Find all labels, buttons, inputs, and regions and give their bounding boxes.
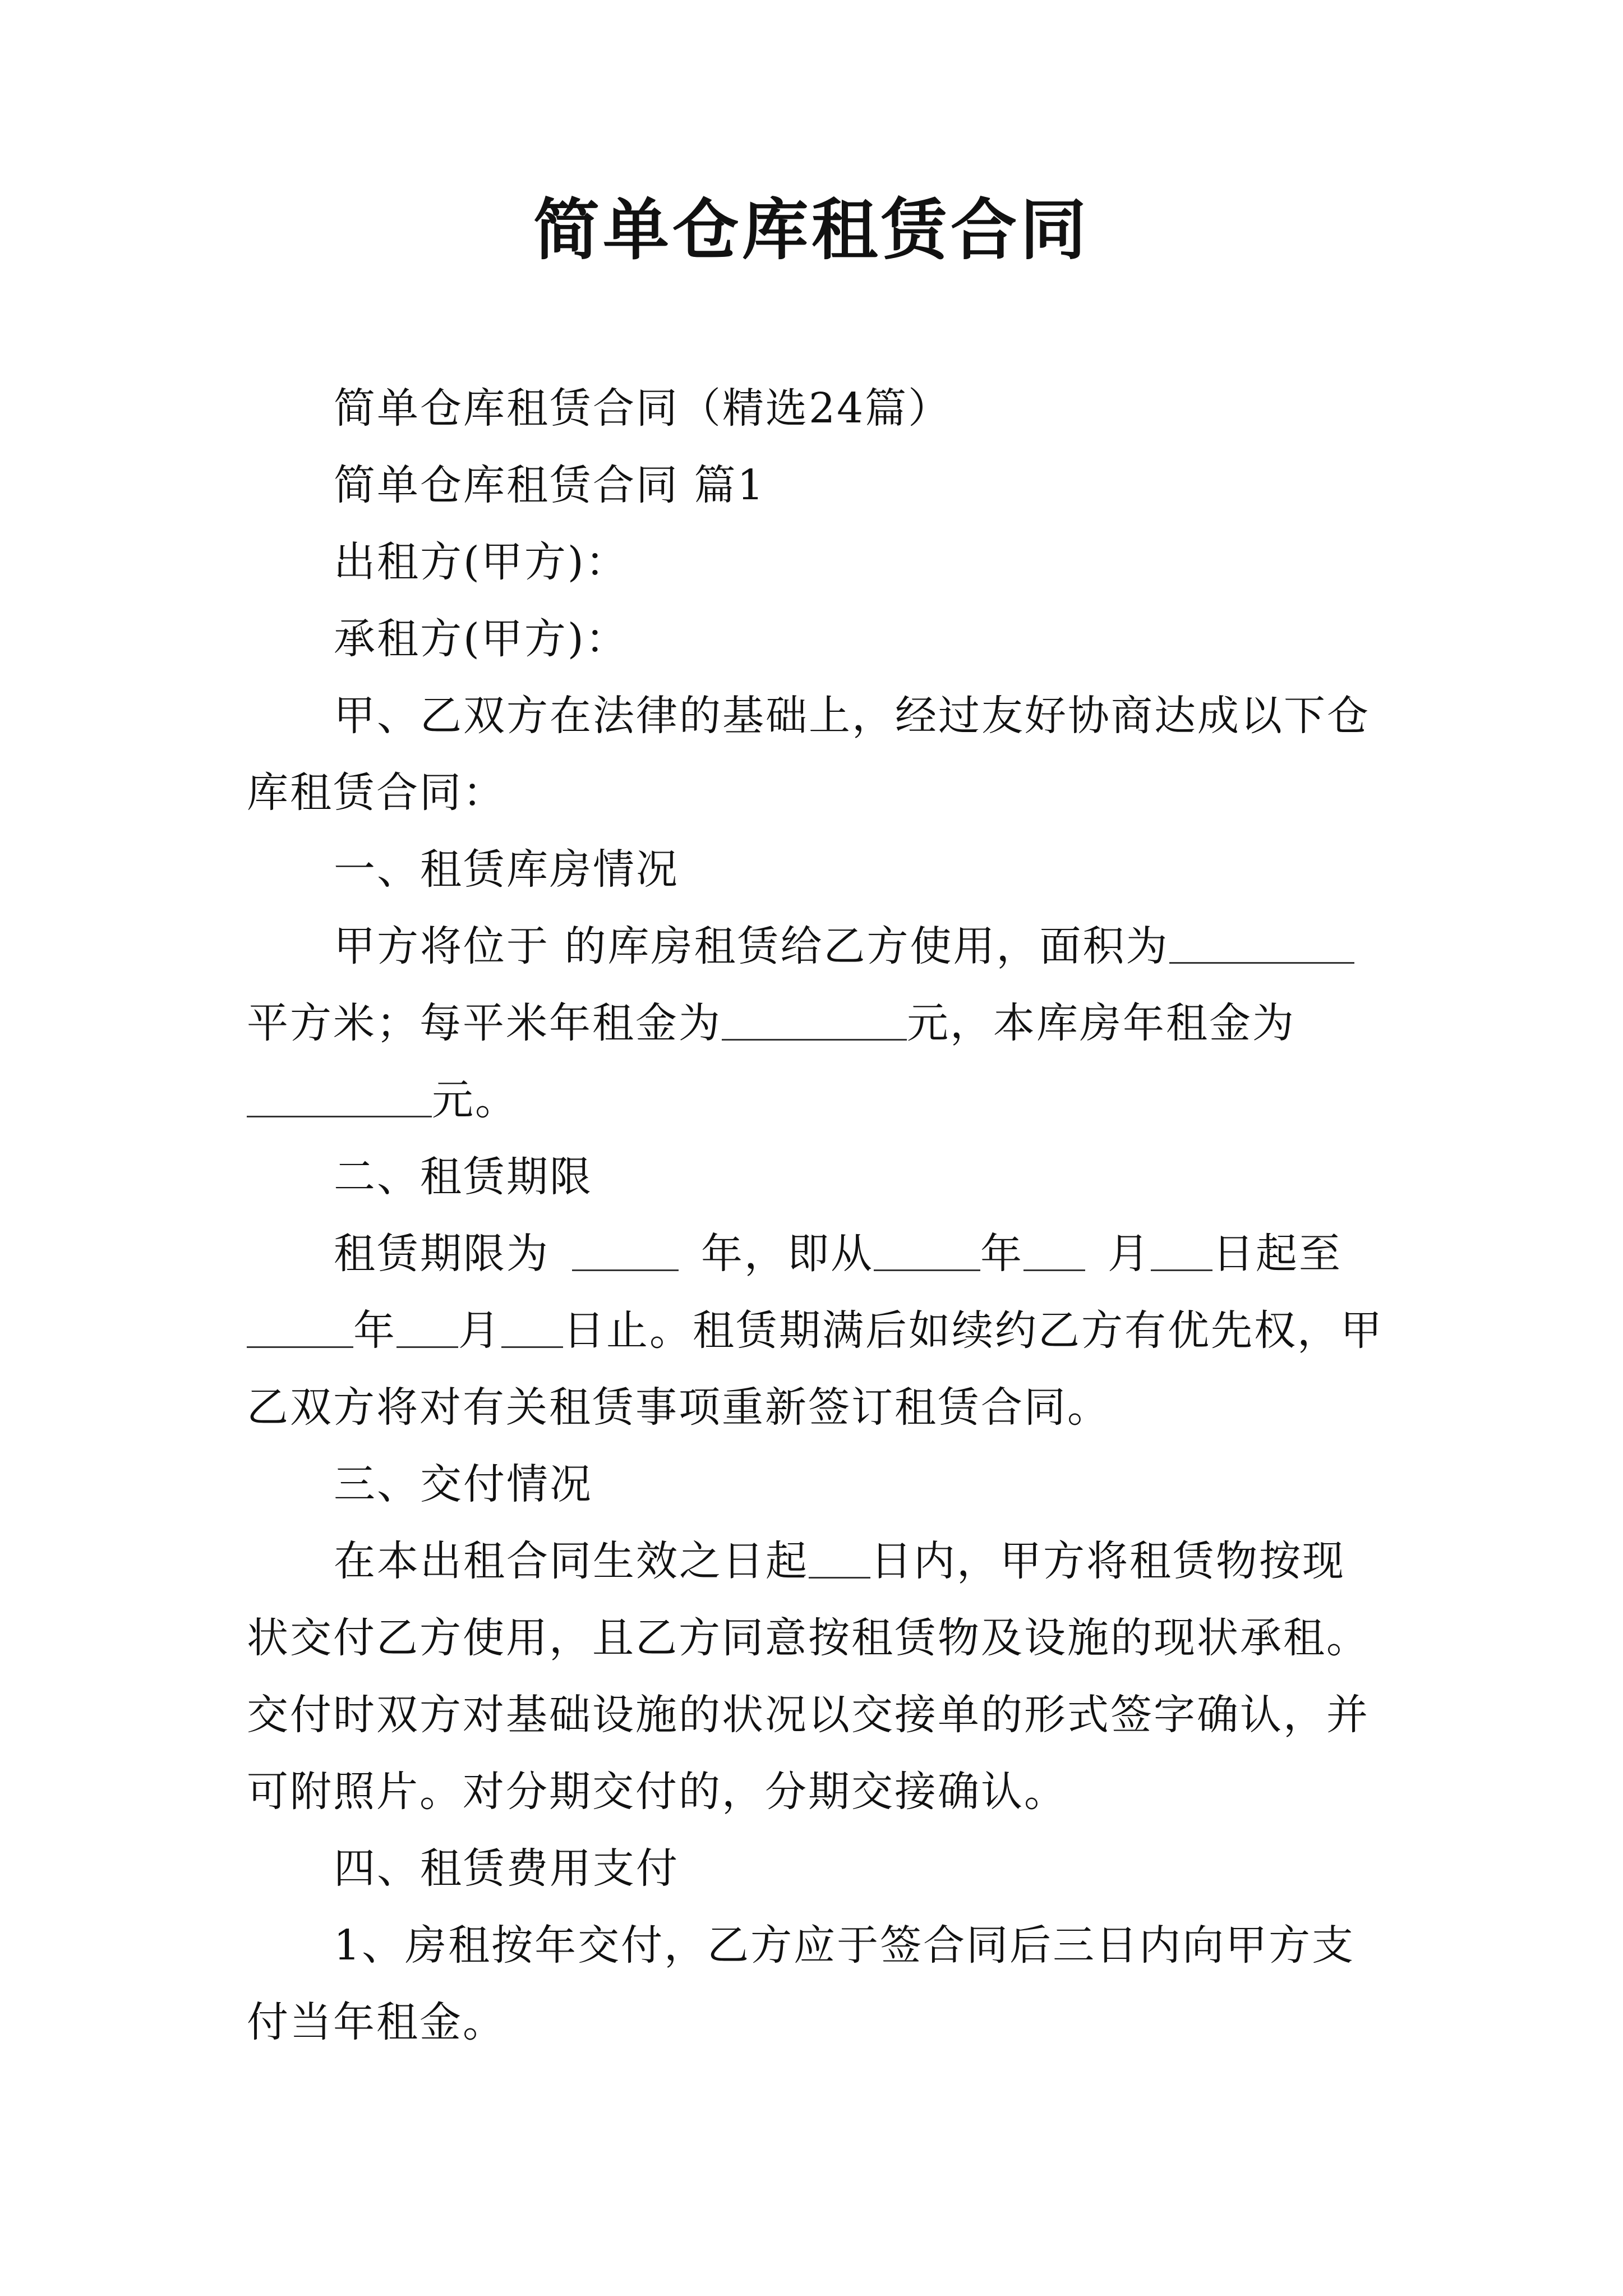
heading-3: 三、交付情况 xyxy=(334,1460,593,1508)
blank-end-month xyxy=(396,1307,458,1348)
p1-text-c: 元，本库房年租金为 xyxy=(907,999,1295,1047)
p2-text-e: 日起至 xyxy=(1212,1230,1342,1278)
heading-4: 四、租赁费用支付 xyxy=(334,1844,679,1893)
p2-text-d: 月 xyxy=(1108,1230,1151,1278)
blank-annual-rent xyxy=(247,1076,432,1117)
p2-text-c: 年 xyxy=(980,1230,1023,1278)
p3-text-a: 在本出租合同生效之日起 xyxy=(334,1537,809,1585)
document-title: 简单仓库租赁合同 xyxy=(533,191,1090,269)
p1-text-a: 甲方将位于 的库房租赁给乙方使用，面积为 xyxy=(334,922,1169,970)
p2-text-f: 年 xyxy=(353,1306,396,1355)
intro-paragraph: 甲、乙双方在法律的基础上，经过友好协商达成以下仓库租赁合同： xyxy=(247,692,1370,817)
blank-start-day xyxy=(1151,1230,1212,1271)
paragraph-1 xyxy=(247,908,1385,1139)
lessor-line: 出租方(甲方)： xyxy=(334,538,629,586)
p2-text-h: 日止。租赁期满后如续约乙方有优先权，甲乙双方将对有关租赁事项重新签订租赁合同。 xyxy=(247,1306,1384,1432)
heading-1: 一、租赁库房情况 xyxy=(334,845,679,894)
blank-unit-rent xyxy=(722,1000,907,1041)
heading-2: 二、租赁期限 xyxy=(334,1153,593,1201)
blank-end-year xyxy=(247,1307,353,1348)
p3-text-b: 日内，甲方将租赁物按现状交付乙方使用，且乙方同意按租赁物及设施的现状承租。交付时双方对基础设施的状况以交接单的形式签字确认，并可附照片。对分期交付的，分期交接确认。 xyxy=(247,1537,1370,1816)
section-heading: 简单仓库租赁合同 篇1 xyxy=(334,461,766,509)
blank-start-month xyxy=(1023,1230,1085,1271)
paragraph-4: 1、房租按年交付，乙方应于签合同后三日内向甲方支付当年租金。 xyxy=(247,1921,1355,2046)
blank-end-day xyxy=(501,1307,563,1348)
p2-text-b: 年，即从 xyxy=(701,1230,874,1278)
p1-text-b: 平方米；每平米年租金为 xyxy=(247,999,722,1047)
subtitle: 简单仓库租赁合同（精选24篇） xyxy=(334,384,952,432)
lessee-line: 承租方(甲方)： xyxy=(334,615,629,663)
blank-delivery-days xyxy=(809,1538,870,1579)
paragraph-2 xyxy=(247,1216,1385,1446)
blank-term-years xyxy=(572,1230,679,1271)
blank-start-year xyxy=(874,1230,980,1271)
p1-text-d: 元。 xyxy=(432,1076,518,1124)
document-body xyxy=(247,370,1385,2061)
blank-area xyxy=(1169,923,1354,964)
paragraph-3 xyxy=(247,1523,1385,1830)
p2-text-a: 租赁期限为 xyxy=(334,1230,550,1278)
p2-text-g: 月 xyxy=(458,1306,501,1355)
